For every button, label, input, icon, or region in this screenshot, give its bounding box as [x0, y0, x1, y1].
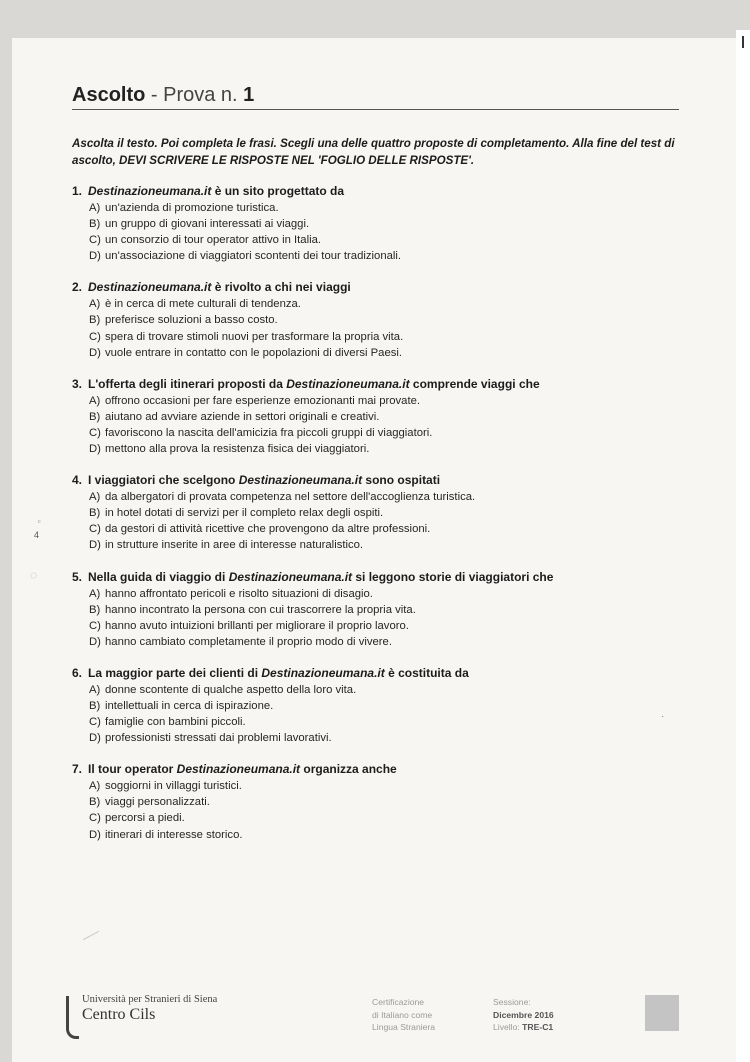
answer-option — [89, 505, 682, 521]
question-text — [88, 761, 397, 778]
option-text: hanno affrontato pericoli e risolto situazioni di disagio. — [105, 587, 373, 600]
question-stem — [72, 472, 682, 489]
option-text: da gestori di attività ricettive che provengono da altre professioni. — [105, 523, 431, 536]
question-number: 1. — [72, 184, 83, 198]
option-text: famiglie con bambini piccoli. — [105, 716, 246, 729]
session-label: Sessione: — [493, 997, 531, 1007]
option-text: aiutano ad avviare aziende in settori originali e creativi. — [105, 410, 380, 423]
question-number: 3. — [72, 376, 83, 391]
question-5 — [72, 569, 682, 650]
option-letter: B) — [89, 603, 101, 616]
question-number: 6. — [72, 665, 83, 680]
question-text-post: è costituita da — [384, 665, 469, 680]
answer-option — [89, 216, 682, 232]
option-letter: B) — [89, 218, 101, 231]
option-letter: D) — [89, 443, 101, 456]
question-text-post: è un sito progettato da — [211, 184, 345, 198]
question-text-post: organizza anche — [300, 762, 397, 777]
option-letter: C) — [89, 716, 101, 729]
option-text: in hotel dotati di servizi per il completo relax degli ospiti. — [105, 507, 384, 520]
question-text-pre: La maggior parte dei clienti di — [88, 665, 262, 680]
answer-option — [89, 296, 682, 312]
option-letter: B) — [89, 796, 101, 809]
option-letter: B) — [89, 507, 101, 520]
answer-option — [89, 200, 682, 216]
footer-grey-box — [645, 995, 679, 1031]
question-number: 2. — [72, 280, 83, 295]
question-number: 5. — [72, 569, 83, 584]
answer-option — [89, 778, 682, 794]
option-text: itinerari di interesse storico. — [105, 828, 243, 841]
question-text-post: sono ospitati — [362, 473, 441, 488]
question-text-pre: L'offerta degli itinerari proposti da — [88, 376, 287, 391]
question-number: 4. — [72, 473, 83, 488]
answer-option — [89, 810, 682, 826]
option-letter: C) — [89, 426, 101, 439]
option-list — [89, 682, 682, 746]
option-text: un'associazione di viaggiatori scontenti dei tour tradizionali. — [105, 250, 402, 263]
option-text: vuole entrare in contatto con le popolazioni di diversi Paesi. — [105, 346, 403, 359]
site-name: Destinazioneumana.it — [88, 184, 212, 198]
question-7 — [72, 761, 682, 842]
question-4 — [72, 472, 682, 553]
option-text: preferisce soluzioni a basso costo. — [105, 314, 278, 327]
option-list — [89, 393, 682, 457]
question-list — [72, 183, 682, 858]
cert-line: Lingua Straniera — [372, 1022, 436, 1032]
question-text-pre: I viaggiatori che scelgono — [88, 473, 239, 488]
site-name: Destinazioneumana.it — [238, 473, 363, 488]
answer-option — [89, 618, 682, 634]
option-list — [89, 296, 682, 360]
option-text: da albergatori di provata competenza nel settore dell'accoglienza turistica. — [105, 491, 476, 504]
answer-option — [89, 537, 682, 553]
answer-option — [89, 682, 682, 698]
answer-option — [89, 489, 682, 505]
instructions: Ascolta il testo. Poi completa le frasi. Scegli una delle quattro proposte di completamento. Alla fine del test di ascolto, DEVI SCRIVERE LE RISPOSTE NEL 'FOGLIO DELLE RISPOSTE'. — [72, 137, 675, 167]
option-letter: C) — [89, 812, 101, 825]
option-letter: C) — [89, 619, 101, 632]
question-text-pre: Nella guida di viaggio di — [88, 569, 229, 584]
option-text: soggiorni in villaggi turistici. — [105, 780, 242, 793]
level-label: Livello: — [493, 1022, 523, 1032]
footer-certification — [372, 996, 435, 1034]
question-stem — [72, 569, 682, 586]
option-text: un gruppo di giovani interessati ai viaggi. — [105, 218, 310, 231]
option-letter: A) — [89, 683, 101, 696]
logo-bracket-icon — [66, 996, 79, 1039]
answer-option — [89, 586, 682, 602]
question-text-post: comprende viaggi che — [409, 376, 540, 391]
question-text-post: è rivolto a chi nei viaggi — [211, 280, 351, 295]
option-text: hanno incontrato la persona con cui trascorrere la propria vita. — [105, 603, 416, 616]
question-stem — [72, 665, 682, 682]
footer-session — [493, 996, 554, 1034]
question-text-post: si leggono storie di viaggiatori che — [352, 569, 554, 584]
site-name: Destinazioneumana.it — [228, 569, 353, 584]
question-text — [88, 472, 440, 489]
answer-option — [89, 730, 682, 746]
answer-option — [89, 393, 682, 409]
cert-line: Certificazione — [372, 997, 425, 1007]
answer-option — [89, 714, 682, 730]
option-text: un'azienda di promozione turistica. — [105, 202, 279, 214]
question-3 — [72, 376, 682, 457]
option-text: offrono occasioni per fare esperienze emozionanti mai provate. — [105, 394, 421, 407]
option-text: percorsi a piedi. — [105, 812, 185, 825]
answer-option — [89, 634, 682, 650]
answer-option — [89, 425, 682, 441]
option-letter: B) — [89, 410, 101, 423]
option-text: donne scontente di qualche aspetto della loro vita. — [105, 683, 357, 696]
option-list — [89, 200, 682, 264]
question-text — [88, 569, 553, 586]
question-text-pre: Il tour operator — [88, 762, 177, 777]
option-letter: A) — [89, 298, 101, 311]
option-letter: A) — [89, 394, 101, 407]
question-1 — [72, 183, 682, 264]
title-section: Ascolto — [72, 84, 146, 106]
margin-smudge: ◌ — [30, 568, 38, 582]
option-text: un consorzio di tour operator attivo in Italia. — [105, 234, 322, 247]
option-letter: D) — [89, 732, 101, 745]
option-text: favoriscono la nascita dell'amicizia fra piccoli gruppi di viaggiatori. — [105, 426, 433, 439]
answer-option — [89, 602, 682, 618]
answer-option — [89, 827, 682, 843]
page-title — [72, 84, 254, 107]
answer-option — [89, 794, 682, 810]
option-text: hanno avuto intuizioni brillanti per migliorare il proprio lavoro. — [105, 619, 409, 632]
margin-smudge: ᶜ — [38, 518, 41, 527]
option-letter: A) — [89, 491, 101, 504]
question-stem — [72, 376, 682, 393]
option-text: professionisti stressati dai problemi lavorativi. — [105, 732, 332, 745]
question-text — [88, 279, 351, 296]
option-letter: D) — [89, 250, 101, 263]
question-2 — [72, 279, 682, 360]
answer-option — [89, 698, 682, 714]
level-value: TRE-C1 — [522, 1022, 554, 1032]
option-letter: D) — [89, 539, 101, 552]
site-name: Destinazioneumana.it — [286, 376, 410, 391]
option-list — [89, 489, 682, 553]
answer-option — [89, 345, 682, 361]
title-prova: Prova n. — [163, 84, 244, 106]
option-letter: A) — [89, 780, 101, 793]
question-stem — [72, 761, 682, 778]
option-text: spera di trovare stimoli nuovi per trasformare la propria vita. — [105, 330, 404, 343]
answer-option — [89, 409, 682, 425]
answer-option — [89, 232, 682, 248]
question-text — [88, 183, 344, 200]
option-text: viaggi personalizzati. — [105, 796, 210, 809]
site-name: Destinazioneumana.it — [88, 280, 212, 295]
option-letter: B) — [89, 699, 101, 712]
option-text: in strutture inserite in aree di interesse naturalistico. — [105, 539, 364, 552]
stray-mark: · — [661, 711, 665, 722]
option-list — [89, 778, 682, 842]
logo-centro: Centro Cils — [82, 1006, 156, 1023]
option-letter: D) — [89, 346, 101, 359]
edge-mark — [742, 36, 744, 48]
question-text — [88, 376, 540, 393]
session-value: Dicembre 2016 — [493, 1009, 554, 1020]
option-letter: A) — [89, 202, 101, 214]
option-text: mettono alla prova la resistenza fisica dei viaggiatori. — [105, 443, 370, 456]
question-6 — [72, 665, 682, 746]
option-text: hanno cambiato completamente il proprio modo di vivere. — [105, 635, 392, 648]
question-number: 7. — [72, 762, 83, 777]
page-number: 4 — [34, 530, 40, 540]
option-letter: A) — [89, 587, 101, 600]
logo-university: Università per Stranieri di Siena — [82, 994, 218, 1005]
question-text — [88, 665, 469, 682]
option-list — [89, 586, 682, 650]
answer-option — [89, 521, 682, 537]
answer-option — [89, 248, 682, 264]
answer-option — [89, 441, 682, 457]
option-letter: D) — [89, 828, 101, 841]
question-stem — [72, 279, 682, 296]
title-divider — [72, 109, 679, 110]
option-letter: C) — [89, 234, 101, 247]
answer-option — [89, 312, 682, 328]
option-letter: C) — [89, 523, 101, 536]
option-letter: D) — [89, 635, 101, 648]
site-name: Destinazioneumana.it — [176, 762, 301, 777]
option-letter: B) — [89, 314, 101, 327]
page-edge — [736, 30, 750, 1062]
site-name: Destinazioneumana.it — [261, 665, 385, 680]
question-stem — [72, 183, 682, 200]
option-letter: C) — [89, 330, 101, 343]
option-text: intellettuali in cerca di ispirazione. — [105, 699, 274, 712]
title-number: 1 — [243, 84, 255, 106]
cert-line: di Italiano come — [372, 1009, 433, 1020]
answer-option — [89, 329, 682, 345]
option-text: è in cerca di mete culturali di tendenza. — [105, 298, 301, 311]
title-separator: - — [145, 84, 164, 106]
